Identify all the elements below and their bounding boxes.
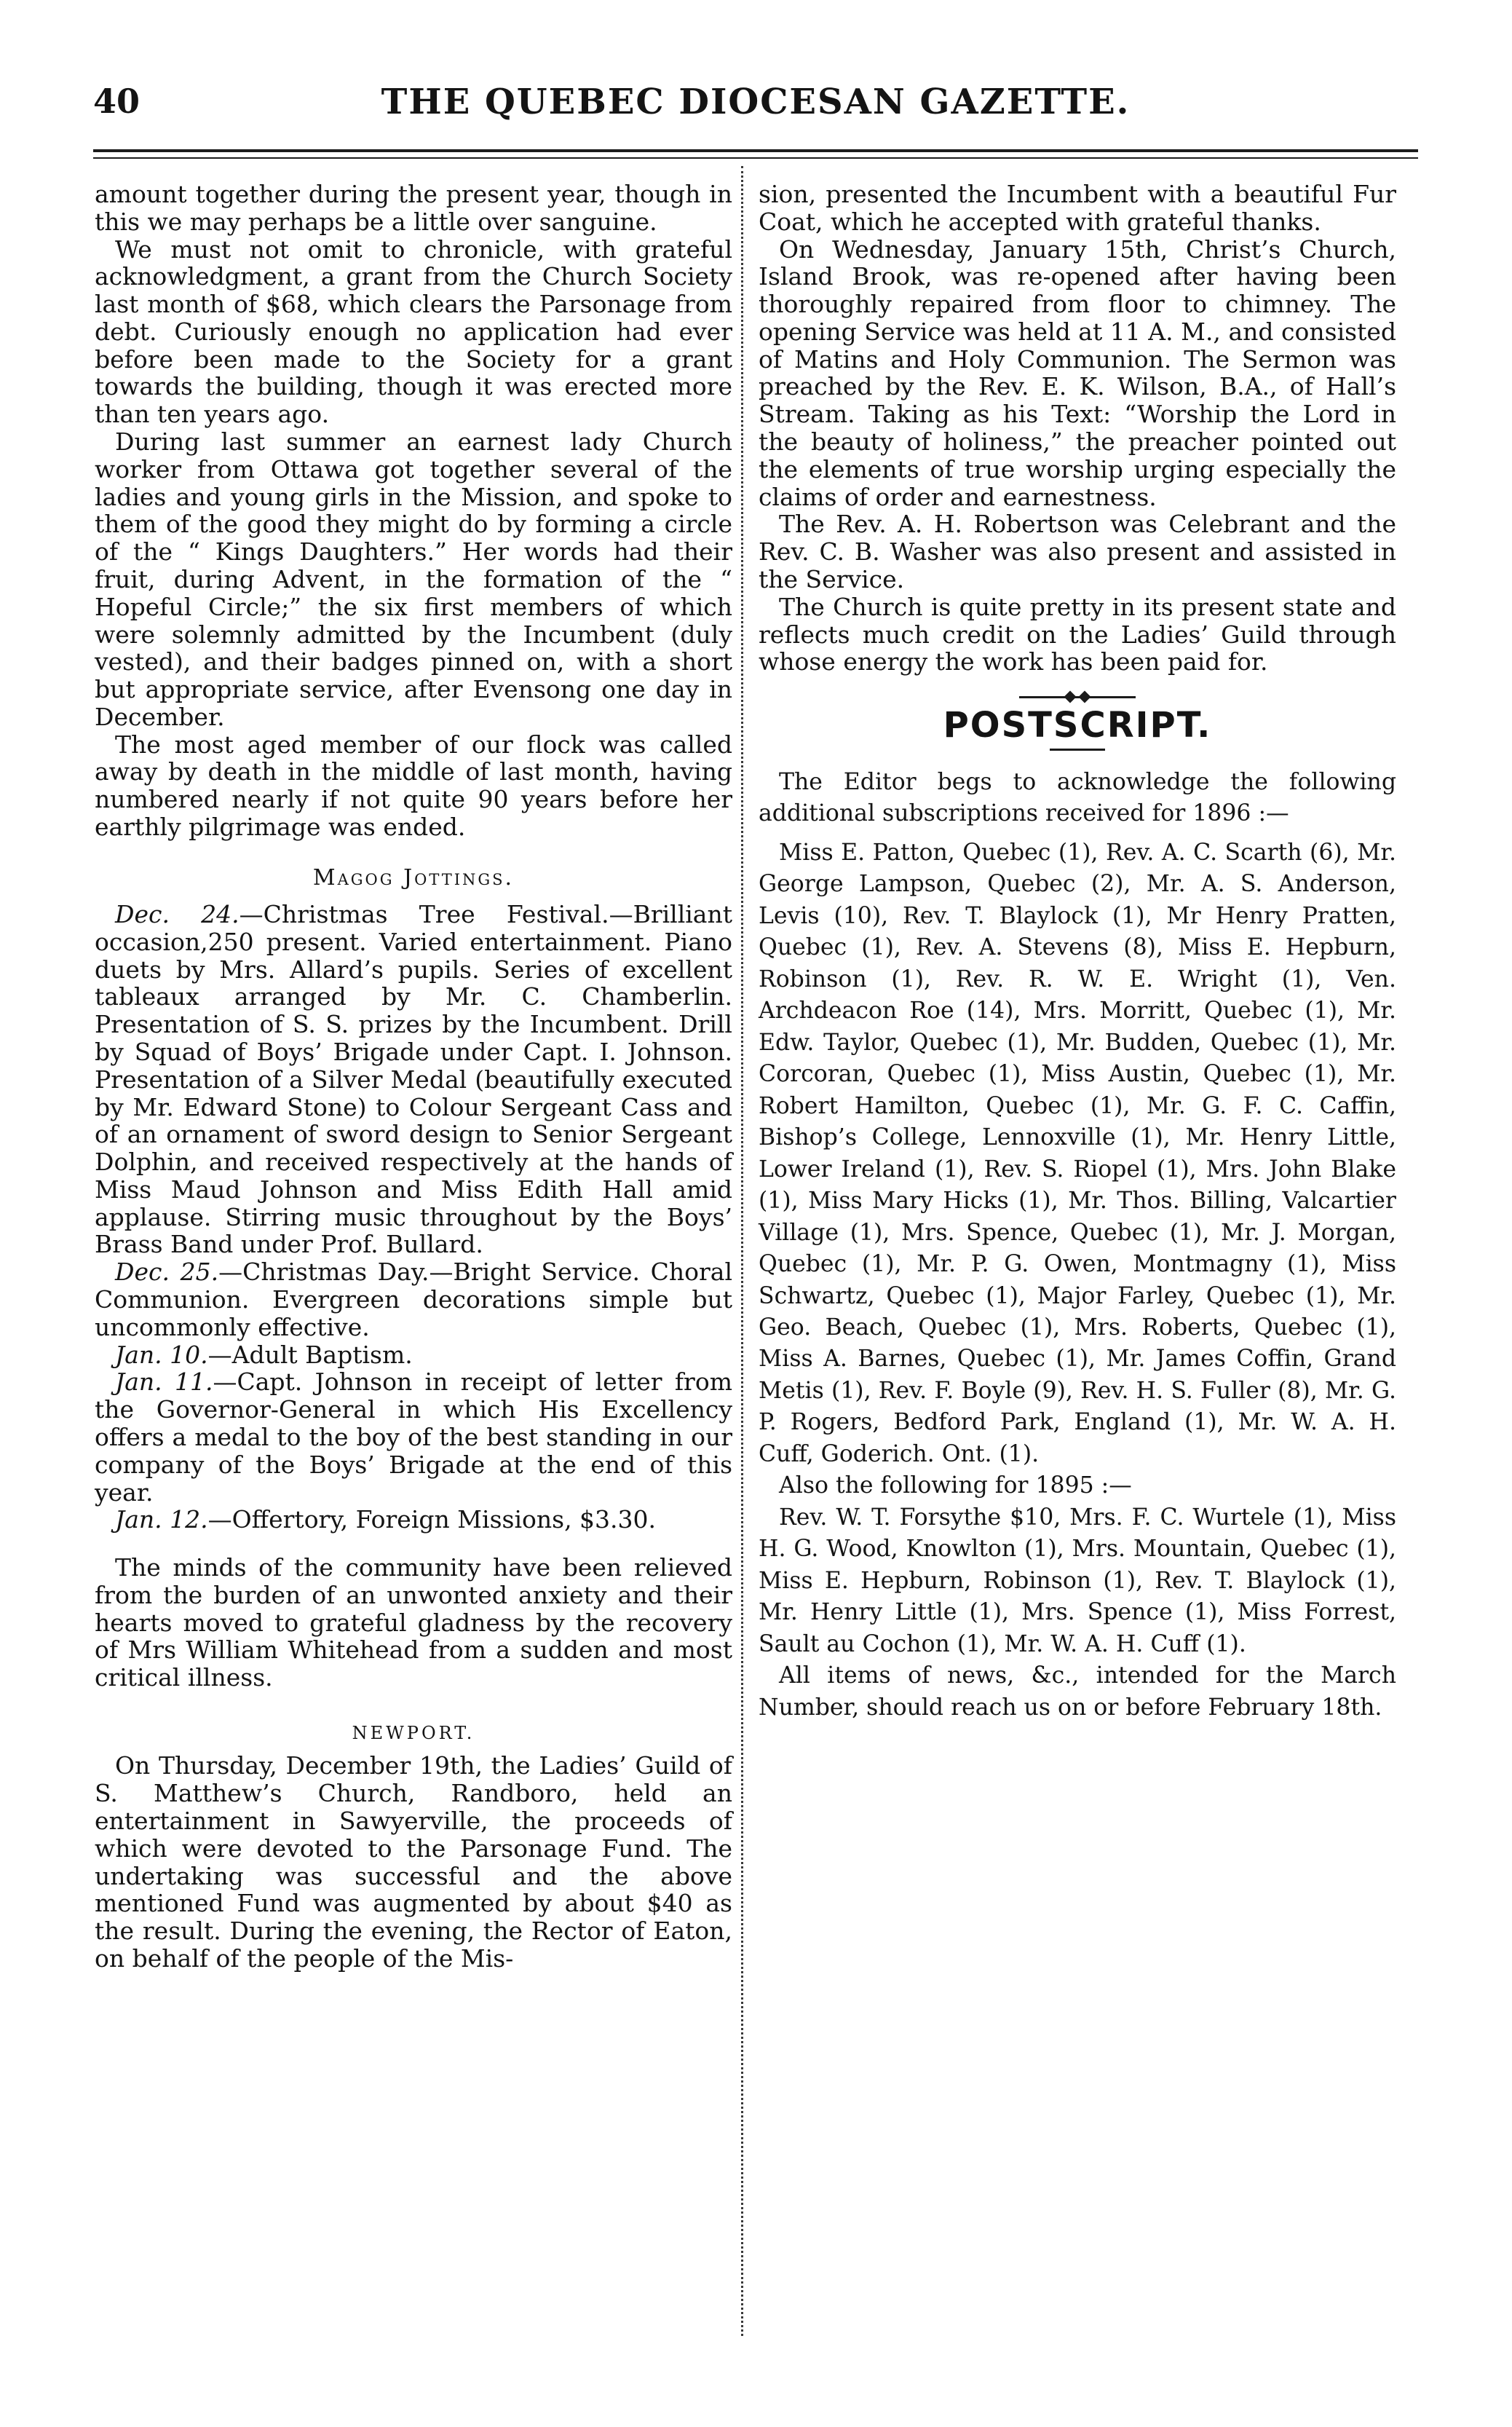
jotting-date: Jan. 10. [115, 1340, 208, 1369]
jotting-text: —Christmas Tree Festival.—Brilliant occasion,250 present. Varied entertainment. Piano duets by Mrs. Allard’s pupils. Series of excellent tableaux arranged by Mr. C. Chamberlin. Presentation of S. S. prizes by the Incumbent. Drill by Squad of Boys’ Brigade under Capt. I. Johnson. Presentation of a Silver Medal (beautifully executed by Mr. Edward Stone) to Colour Sergeant Cass and of an ornament of sword design to Senior Sergeant Dolphin, and received respectively at the hands of Miss Maud Johnson and Miss Edith Hall amid applause. Stirring music throughout by the Boys’ Brass Band under Prof. Bullard. [95, 900, 733, 1259]
paragraph: The Editor begs to acknowledge the following additional subscriptions received for 1896 :— [759, 769, 1396, 827]
jotting-text: —Adult Baptism. [207, 1340, 413, 1369]
paragraph: Also the following for 1895 :— [779, 1472, 1132, 1499]
page-number: 40 [93, 82, 140, 121]
jotting-item [95, 901, 732, 1258]
paragraph: On Wednesday, January 15th, Christ’s Church, Island Brook, was re-opened after having been thoroughly repaired from floor to chimney. The opening Service was held at 11 A. M., and consisted of Matins and Holy Communion. The Sermon was preached by the Rev. E. K. Wilson, B.A., of Hall’s Stream. Taking as his Text: “Worship the Lord in the beauty of holiness,” the preacher pointed out the elements of true worship urging especially the claims of order and earnestness. [759, 234, 1396, 511]
postscript-underline [1050, 749, 1105, 751]
jotting-item [95, 1258, 732, 1341]
postscript-body [759, 767, 1396, 1724]
jotting-item [95, 1341, 732, 1369]
ornamental-rule [1019, 696, 1136, 698]
paragraph: The Church is quite pretty in its present state and reflects much credit on the Ladies’ Guild through whose energy the work has been paid for. [759, 592, 1396, 676]
jotting-text: —Christmas Day.—Bright Service. Choral Communion. Evergreen decorations simple but uncommonly effective. [95, 1258, 732, 1341]
page-header [93, 73, 1418, 131]
paragraph: The most aged member of our flock was called away by death in the middle of last month, having numbered nearly if not quite 90 years before her earthly pilgrimage was ended. [95, 730, 732, 841]
subscription-list: Rev. W. T. Forsythe $10, Mrs. F. C. Wurtele (1), Miss H. G. Wood, Knowlton (1), Mrs. Mountain, Quebec (1), Miss E. Hepburn, Robinson (1), Rev. T. Blaylock (1), Mr. Henry Little (1), Mrs. Spence (1), Miss Forrest, Sault au Cochon (1), Mr. W. A. H. Cuff (1). [759, 1504, 1396, 1657]
column-divider [741, 166, 743, 2336]
paragraph: The minds of the community have been relieved from the burden of an unwonted anxiety and their hearts moved to grateful gladness by the recovery of Mrs William Whitehead from a sudden and most critical illness. [95, 1553, 732, 1692]
section-heading-newport: NEWPORT. [352, 1722, 475, 1743]
jotting-date: Dec. 24. [115, 900, 240, 929]
postscript-title: POSTSCRIPT. [943, 705, 1212, 746]
ornament-diamond-icon [1079, 691, 1091, 703]
paragraph: The Rev. A. H. Robertson was Celebrant and the Rev. C. B. Washer was also present and assisted in the Service. [759, 510, 1396, 593]
jotting-text: —Offertory, Foreign Missions, $3.30. [207, 1505, 657, 1534]
header-rule-thick [93, 149, 1418, 152]
paragraph: All items of news, &c., intended for the March Number, should reach us on or before February 18th. [759, 1662, 1396, 1721]
jotting-date: Jan. 12. [115, 1505, 208, 1534]
jotting-date: Jan. 11. [115, 1368, 213, 1397]
paragraph: sion, presented the Incumbent with a beautiful Fur Coat, which he accepted with grateful thanks. [759, 180, 1396, 236]
paragraph: On Thursday, December 19th, the Ladies’ Guild of S. Matthew’s Church, Randboro, held an entertainment in Sawyerville, the proceeds of which were devoted to the Parsonage Fund. The undertaking was successful and the above mentioned Fund was augmented by about $40 as the result. During the evening, the Rector of Eaton, on behalf of the people of the Mis- [95, 1751, 732, 1973]
paragraph: During last summer an earnest lady Church worker from Ottawa got together several of the ladies and young girls in the Mission, and spoke to them of the good they might do by forming a circle of the “ Kings Daughters.” Her words had their fruit, during Advent, in the formation of the “ Hopeful Circle;” the six first members of which were solemnly admitted by the Incumbent (duly vested), and their badges pinned on, with a short but appropriate service, after Evensong one day in December. [95, 427, 732, 731]
paragraph: amount together during the present year, though in this we may perhaps be a little over sanguine. [95, 180, 732, 236]
jotting-item [95, 1506, 732, 1534]
section-heading-magog: Magog Jottings. [312, 864, 515, 891]
left-column [95, 181, 732, 1973]
jotting-date: Dec. 25. [115, 1258, 219, 1287]
ornament-diamond-icon [1064, 691, 1077, 703]
subscription-list: Miss E. Patton, Quebec (1), Rev. A. C. Scarth (6), Mr. George Lampson, Quebec (2), Mr. A. S. Anderson, Levis (10), Rev. T. Blaylock (1), Mr Henry Pratten, Quebec (1), Rev. A. Stevens (8), Miss E. Hepburn, Robinson (1), Rev. R. W. E. Wright (1), Ven. Archdeacon Roe (14), Mrs. Morritt, Quebec (1), Mr. Edw. Taylor, Quebec (1), Mr. Budden, Quebec (1), Mr. Corcoran, Quebec (1), Miss Austin, Quebec (1), Mr. Robert Hamilton, Quebec (1), Mr. G. F. C. Caffin, Bishop’s College, Lennoxville (1), Mr. Henry Little, Lower Ireland (1), Rev. S. Riopel (1), Mrs. John Blake (1), Miss Mary Hicks (1), Mr. Thos. Billing, Valcartier Village (1), Mrs. Spence, Quebec (1), Mr. J. Morgan, Quebec (1), Mr. P. G. Owen, Montmagny (1), Miss Schwartz, Quebec (1), Major Farley, Quebec (1), Mr. Geo. Beach, Quebec (1), Mrs. Roberts, Quebec (1), Miss A. Barnes, Quebec (1), Mr. James Coffin, Grand Metis (1), Rev. F. Boyle (9), Rev. H. S. Fuller (8), Mr. G. P. Rogers, Bedford Park, England (1), Mr. W. A. H. Cuff, Goderich. Ont. (1). [759, 839, 1396, 1467]
paragraph: We must not omit to chronicle, with grateful acknowledgment, a grant from the Church Society last month of $68, which clears the Parsonage from debt. Curiously enough no application had ever before been made to the Society for a grant towards the building, though it was erected more than ten years ago. [95, 234, 732, 429]
jotting-item [95, 1368, 732, 1506]
right-column [759, 181, 1396, 1724]
header-rule-thin [93, 157, 1418, 159]
jotting-text: —Capt. Johnson in receipt of letter from the Governor-General in which His Excellency offers a medal to the boy of the best standing in our company of the Boys’ Brigade at the end of this year. [95, 1368, 732, 1507]
publication-title: THE QUEBEC DIOCESAN GAZETTE. [381, 82, 1131, 122]
